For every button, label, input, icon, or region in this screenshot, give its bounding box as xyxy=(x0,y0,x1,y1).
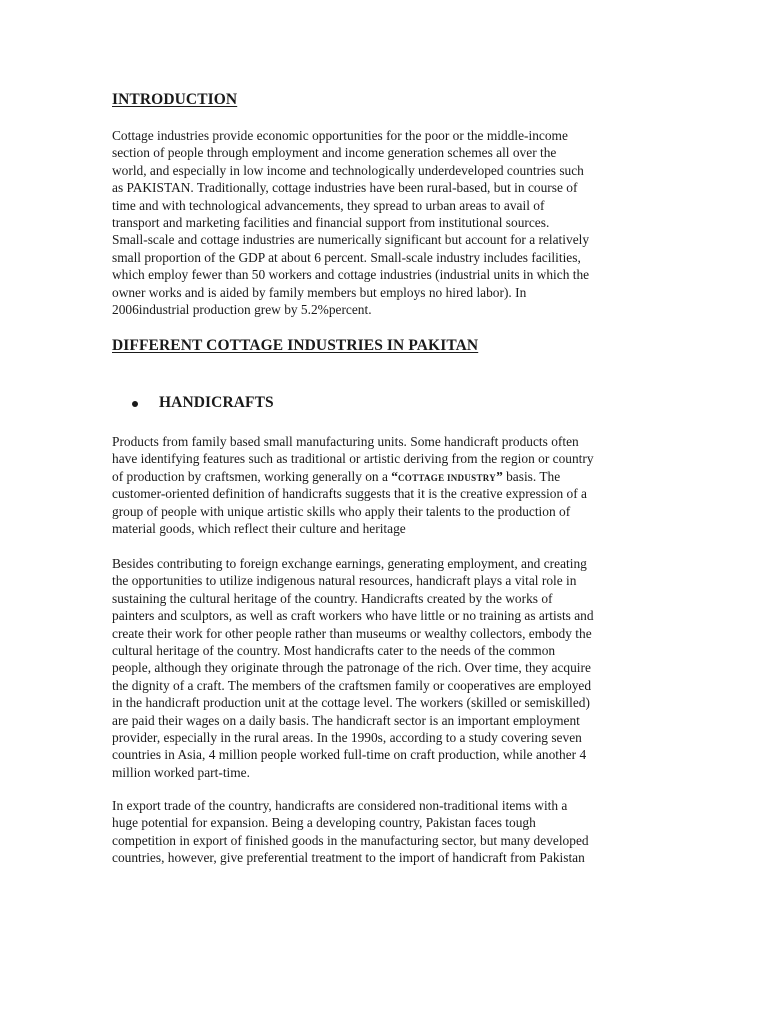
introduction-paragraph xyxy=(112,127,657,318)
bullet-label: HANDICRAFTS xyxy=(159,394,274,411)
paragraph-line: sustaining the cultural heritage of the country. Handicrafts created by the works of xyxy=(112,590,553,606)
paragraph-line: small proportion of the GDP at about 6 percent. Small-scale industry includes facilities, xyxy=(112,249,581,265)
paragraph-line: painters and sculptors, as well as craft workers who have little or no training as artists and xyxy=(112,608,594,624)
paragraph-line: cultural heritage of the country. Most handicrafts cater to the needs of the common xyxy=(112,642,556,658)
paragraph-line: Products from family based small manufacturing units. Some handicraft products often xyxy=(112,434,579,449)
paragraph-line: group of people with unique artistic skills who apply their talents to the production of xyxy=(112,503,571,519)
paragraph-line: huge potential for expansion. Being a developing country, Pakistan faces tough xyxy=(112,815,536,831)
bullet-icon xyxy=(132,401,138,407)
paragraph-line: which employ fewer than 50 workers and cottage industries (industrial units in which the xyxy=(112,267,590,283)
paragraph-line: customer-oriented definition of handicrafts suggests that it is the creative expression of a xyxy=(112,486,587,502)
paragraph-line: countries, however, give preferential treatment to the import of handicraft from Pakistan xyxy=(112,850,585,866)
handicrafts-paragraph-3 xyxy=(112,797,657,867)
paragraph-line: people, although they originate through the patronage of the rich. Over time, they acquire xyxy=(112,660,591,676)
paragraph-line: in the handicraft production unit at the cottage level. The workers (skilled or semiskilled) xyxy=(112,695,590,711)
paragraph-line: Besides contributing to foreign exchange earnings, generating employment, and creating xyxy=(112,556,587,571)
paragraph-line xyxy=(112,468,657,485)
cottage-industry-emphasis: COTTAGE INDUSTRY xyxy=(397,472,497,483)
paragraph-line: competition in export of finished goods in the manufacturing sector, but many developed xyxy=(112,832,589,848)
open-quote: “ xyxy=(391,468,398,484)
paragraph-line: as PAKISTAN. Traditionally, cottage industries have been rural-based, but in course of xyxy=(112,180,578,196)
paragraph-line: are paid their wages on a daily basis. The handicraft sector is an important employment xyxy=(112,712,580,728)
paragraph-line: In export trade of the country, handicrafts are considered non-traditional items with a xyxy=(112,798,568,813)
paragraph-line: material goods, which reflect their culture and heritage xyxy=(112,520,406,536)
paragraph-line: the dignity of a craft. The members of the craftsmen family or cooperatives are employed xyxy=(112,677,592,693)
close-quote: ” xyxy=(496,468,503,484)
bullet-item-handicrafts xyxy=(132,394,274,412)
paragraph-line: countries in Asia, 4 million people worked full-time on craft production, while another 4 xyxy=(112,747,587,763)
paragraph-line: transport and marketing facilities and financial support from institutional sources. xyxy=(112,214,550,230)
introduction-heading: INTRODUCTION xyxy=(112,91,238,108)
line-text: basis. The xyxy=(502,468,561,484)
handicrafts-paragraph-2 xyxy=(112,555,657,781)
paragraph-line: create their work for other people rather than museums or wealthy collectors, embody the xyxy=(112,625,592,641)
paragraph-line: have identifying features such as traditional or artistic deriving from the region or country xyxy=(112,451,594,467)
paragraph-line: Cottage industries provide economic opportunities for the poor or the middle-income xyxy=(112,128,568,143)
line-text: of production by craftsmen, working generally on a xyxy=(112,468,392,484)
paragraph-line: section of people through employment and income generation schemes all over the xyxy=(112,145,557,161)
paragraph-line: 2006industrial production grew by 5.2%percent. xyxy=(112,301,372,317)
paragraph-line: million worked part-time. xyxy=(112,764,250,780)
paragraph-line: the opportunities to utilize indigenous natural resources, handicraft plays a vital role in xyxy=(112,573,577,589)
paragraph-line: Small-scale and cottage industries are numerically significant but account for a relatively xyxy=(112,232,590,248)
handicrafts-paragraph-1 xyxy=(112,433,657,537)
section-heading-cottage-industries: DIFFERENT COTTAGE INDUSTRIES IN PAKITAN xyxy=(112,337,479,354)
paragraph-line: time and with technological advancements, they spread to urban areas to avail of xyxy=(112,197,545,213)
paragraph-line: provider, especially in the rural areas. In the 1990s, according to a study covering seven xyxy=(112,729,582,745)
paragraph-line: world, and especially in low income and technologically underdeveloped countries such xyxy=(112,162,584,178)
paragraph-line: owner works and is aided by family members but employs no hired labor). In xyxy=(112,284,527,300)
